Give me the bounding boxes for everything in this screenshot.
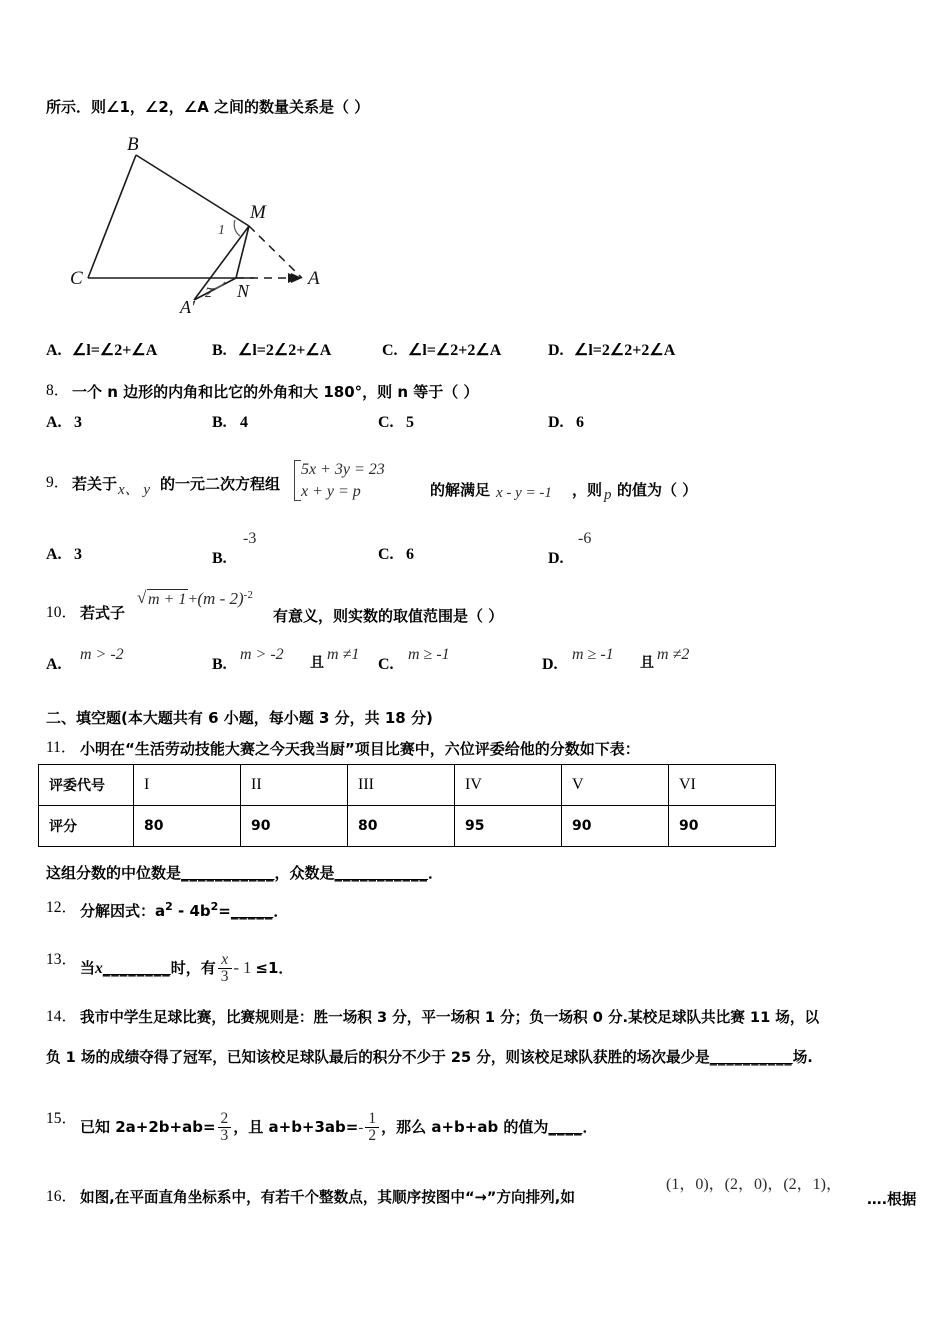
q13-fraction-denominator: 3 — [218, 968, 232, 985]
table-cell-judge-3: III — [348, 765, 455, 806]
q14-line-2-unit: 场. — [792, 1049, 813, 1066]
q15-period: ． — [582, 1117, 598, 1136]
svg-text:B: B — [127, 134, 139, 155]
q9-option-b-key[interactable]: B. — [212, 550, 227, 567]
q7-option-c-key[interactable]: C. — [382, 342, 398, 359]
q10-option-d-extra[interactable]: m ≠2 — [657, 646, 690, 663]
q9-equation-1: 5x + 3y = 23 — [301, 461, 385, 478]
q15-stem — [80, 1111, 597, 1145]
table-header-judge-code: 评委代号 — [39, 765, 134, 806]
q10-option-c-key[interactable]: C. — [378, 656, 394, 673]
q8-option-b-text[interactable]: 4 — [240, 414, 248, 431]
q10-number: 10． — [46, 604, 78, 621]
q10-option-d-text[interactable]: m ≥ -1 — [572, 646, 614, 663]
q15-number: 15． — [46, 1110, 78, 1127]
q7-option-a-key[interactable]: A. — [46, 342, 62, 359]
q10-option-a-text[interactable]: m > -2 — [80, 646, 124, 663]
q12-exponent-1: 2 — [165, 900, 173, 913]
q14-line-2-text: 负 1 场的成绩夺得了冠军，已知该校足球队最后的积分不少于 25 分，则该校足球队获胜的场次最少是 — [46, 1049, 710, 1066]
q10-power-exponent: -2 — [243, 589, 253, 601]
svg-text:A: A — [308, 268, 320, 289]
q16-part2: ….根据 — [867, 1191, 917, 1208]
table-cell-score-2: 90 — [241, 806, 348, 847]
q11-followup-median-label: 这组分数的中位数是 — [46, 864, 182, 882]
q9-stem-part5: 的值为（ ） — [617, 481, 698, 499]
q12-stem — [80, 900, 288, 922]
q10-option-b-text[interactable]: m > -2 — [240, 646, 284, 663]
q8-option-d-key[interactable]: D. — [548, 414, 564, 431]
triangle-folding-figure — [44, 130, 344, 315]
q10-option-d-key[interactable]: D. — [542, 656, 558, 673]
table-cell-judge-5: V — [562, 765, 669, 806]
sqrt-icon — [137, 589, 188, 609]
q14-line-1: 我市中学生足球比赛，比赛规则是：胜一场积 3 分，平一场积 1 分；负一场积 0 分.某校足球队共比赛 11 场，以 — [80, 1009, 820, 1026]
q10-power-base: (m - 2) — [197, 589, 244, 609]
q15-fraction-2-sign: - — [358, 1119, 364, 1136]
q13-number: 13． — [46, 951, 78, 968]
q13-part1: 当 — [80, 958, 96, 977]
svg-text:C: C — [70, 268, 83, 289]
q13-part2: 时，有 — [170, 958, 216, 977]
q15-fraction-1 — [218, 1111, 232, 1145]
q14-answer-blank[interactable]: __________ — [709, 1049, 793, 1066]
q7-option-d-text[interactable]: ∠l=2∠2+2∠A — [574, 342, 676, 359]
q9-stem-part3: 的解满足 — [430, 481, 491, 499]
q10-plus: + — [188, 591, 198, 609]
q9-option-a-key[interactable]: A. — [46, 546, 62, 563]
q9-option-d-text[interactable]: -6 — [578, 530, 592, 547]
table-cell-score-1: 80 — [134, 806, 241, 847]
q8-number: 8． — [46, 382, 70, 399]
table-cell-judge-2: II — [241, 765, 348, 806]
q10-radicand: m + 1 — [148, 591, 187, 609]
q9-number: 9． — [46, 474, 70, 491]
q13-fraction — [218, 952, 232, 986]
q13-fraction-numerator: x — [221, 951, 229, 968]
q10-option-d-join: 且 — [640, 655, 654, 671]
q9-option-c-text[interactable]: 6 — [406, 546, 414, 563]
q9-option-a-text[interactable]: 3 — [74, 546, 82, 563]
q7-option-d-key[interactable]: D. — [548, 342, 564, 359]
q12-number: 12． — [46, 899, 78, 916]
q12-exponent-2: 2 — [210, 900, 219, 913]
q11-followup — [46, 864, 443, 884]
q8-option-a-text[interactable]: 3 — [74, 414, 82, 431]
q13-stem — [80, 952, 293, 986]
q14-number: 14． — [46, 1008, 78, 1025]
q12-period: ． — [273, 902, 289, 921]
q10-option-a-key[interactable]: A. — [46, 656, 62, 673]
q16-part1: 如图,在平面直角坐标系中，有若千个整数点，其顺序按图中“→”方向排列,如 — [80, 1189, 575, 1206]
table-cell-judge-1: I — [134, 765, 241, 806]
q15-fraction-2 — [365, 1111, 379, 1145]
q12-stem-b: - 4b — [172, 902, 211, 921]
q10-stem-part1: 若式子 — [80, 604, 126, 622]
q11-number: 11． — [46, 739, 77, 756]
q8-option-c-text[interactable]: 5 — [406, 414, 414, 431]
q8-option-d-text[interactable]: 6 — [576, 414, 584, 431]
q15-fraction-2-numerator: 1 — [368, 1110, 377, 1127]
q9-stem-part2: 的一元二次方程组 — [160, 475, 281, 493]
q15-answer-blank[interactable]: ____ — [548, 1117, 583, 1136]
table-cell-score-3: 80 — [348, 806, 455, 847]
q9-variables: x、 y — [118, 482, 151, 498]
table-row-judge-labels — [39, 765, 776, 806]
table-cell-score-6: 90 — [669, 806, 776, 847]
svg-text:1: 1 — [218, 223, 225, 238]
section-2-heading: 二、填空题(本大题共有 6 小题，每小题 3 分，共 18 分) — [46, 709, 433, 727]
q10-stem-part2: 有意义，则实数的取值范围是（ ） — [273, 607, 504, 625]
q9-option-c-key[interactable]: C. — [378, 546, 394, 563]
q7-option-b-key[interactable]: B. — [212, 342, 227, 359]
q16-coordinates: (1，0)，(2，0)，(2，1)， — [666, 1176, 842, 1193]
q9-stem-part1: 若关于 — [72, 475, 118, 493]
q7-option-b-text[interactable]: ∠l=2∠2+∠A — [238, 342, 332, 359]
q15-fraction-1-denominator: 3 — [218, 1127, 232, 1144]
scores-table — [38, 764, 776, 847]
q15-part3: ，那么 a+b+ab 的值为 — [381, 1117, 549, 1136]
q8-option-a-key[interactable]: A. — [46, 414, 62, 431]
table-cell-judge-4: IV — [455, 765, 562, 806]
svg-text:2: 2 — [205, 286, 212, 301]
svg-text:A': A' — [180, 297, 195, 315]
q15-fraction-2-denominator: 2 — [365, 1127, 379, 1144]
table-header-score: 评分 — [39, 806, 134, 847]
q12-answer-blank[interactable]: _____ — [230, 902, 274, 921]
table-row-scores — [39, 806, 776, 847]
q9-option-d-key[interactable]: D. — [548, 550, 564, 567]
q15-part2: ，且 a+b+3ab= — [233, 1117, 359, 1136]
q13-blank[interactable]: ________ — [102, 958, 171, 977]
q10-option-c-text[interactable]: m ≥ -1 — [408, 646, 450, 663]
q11-stem: 小明在“生活劳动技能大赛之今天我当厨”项目比赛中，六位评委给他的分数如下表： — [80, 740, 640, 758]
q15-part1: 已知 2a+2b+ab= — [80, 1117, 216, 1136]
q9-equation-2: x + y = p — [301, 482, 361, 500]
q7-option-a-text[interactable]: ∠l=∠2+∠A — [72, 342, 158, 359]
q11-median-blank[interactable]: ___________ — [181, 864, 275, 882]
q14-line-2 — [46, 1049, 813, 1068]
q11-followup-period: ． — [428, 864, 444, 882]
q9-stem-part4: ，则 — [572, 481, 603, 499]
q13-variable: x — [95, 959, 103, 977]
q10-expression — [137, 589, 253, 610]
q12-stem-c: = — [218, 902, 231, 921]
q16-number: 16． — [46, 1188, 78, 1205]
q8-option-c-key[interactable]: C. — [378, 414, 394, 431]
q11-followup-mode-label: ，众数是 — [274, 864, 335, 882]
q15-fraction-1-numerator: 2 — [220, 1110, 229, 1127]
q10-option-b-key[interactable]: B. — [212, 656, 227, 673]
q13-part3: ≤1． — [255, 958, 294, 977]
q7-stem: 所示．则∠1，∠2，∠A 之间的数量关系是（ ） — [46, 98, 370, 116]
q8-option-b-key[interactable]: B. — [212, 414, 227, 431]
svg-text:N: N — [237, 281, 250, 301]
table-cell-score-5: 90 — [562, 806, 669, 847]
q11-mode-blank[interactable]: ___________ — [334, 864, 429, 882]
q9-unknown: p — [604, 487, 612, 503]
svg-text:M: M — [250, 202, 266, 223]
q9-option-b-text[interactable]: -3 — [243, 530, 257, 547]
q7-option-c-text[interactable]: ∠l=∠2+2∠A — [408, 342, 502, 359]
table-cell-judge-6: VI — [669, 765, 776, 806]
table-cell-score-4: 95 — [455, 806, 562, 847]
q13-minus-one: - 1 — [233, 957, 252, 977]
q10-option-b-join: 且 — [310, 655, 324, 671]
q12-stem-a: 分解因式：a — [80, 902, 166, 921]
q10-option-b-extra[interactable]: m ≠1 — [327, 646, 360, 663]
q9-condition: x - y = -1 — [496, 485, 552, 501]
q8-stem: 一个 n 边形的内角和比它的外角和大 180°，则 n 等于（ ） — [72, 383, 479, 401]
q9-equation-system — [292, 459, 385, 502]
